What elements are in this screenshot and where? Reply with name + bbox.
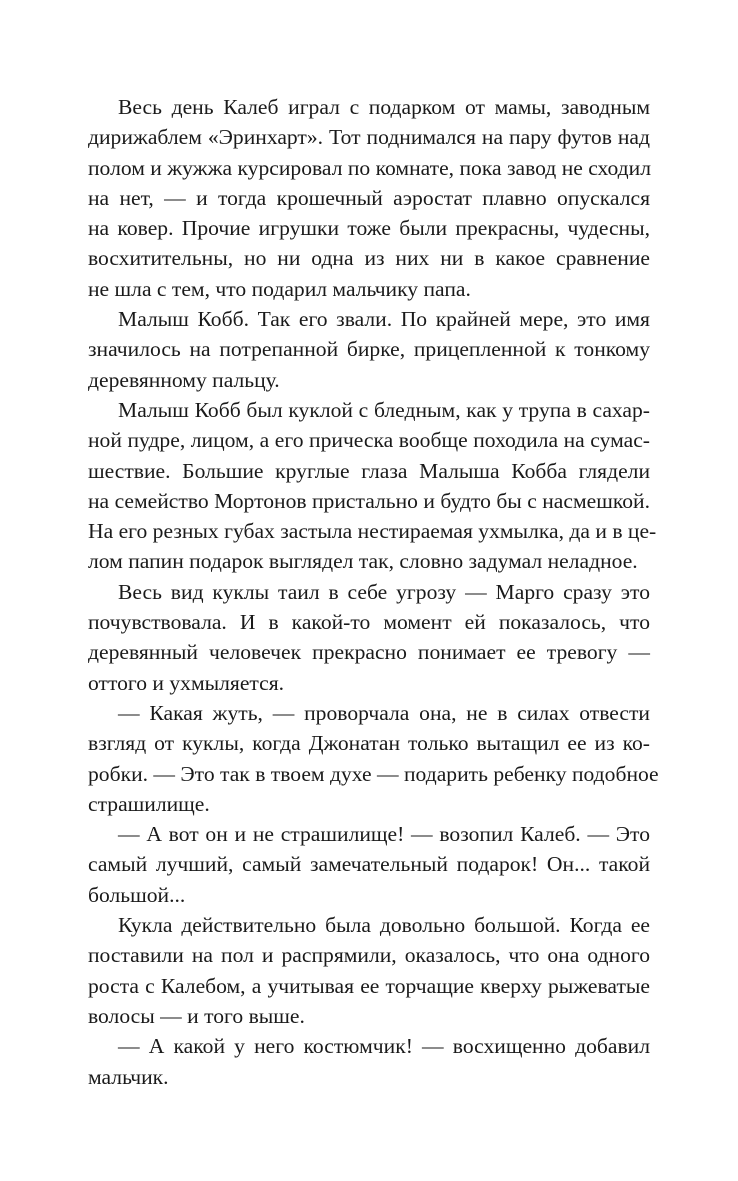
text-line: самый лучший, самый замечательный подарок! Он... такой xyxy=(88,852,650,877)
paragraph xyxy=(88,577,650,698)
text-line: На его резных губах застыла нестираемая ухмылка, да и в це- xyxy=(88,519,657,544)
text-line: на нет, — и тогда крошечный аэростат плавно опускался xyxy=(88,185,650,210)
text-line: полом и жужжа курсировал по комнате, пока завод не сходил xyxy=(88,155,651,180)
text-line: страшилище. xyxy=(88,791,210,816)
text-line: волосы — и того выше. xyxy=(88,1003,305,1028)
text-line: — Какая жуть, — проворчала она, не в силах отвести xyxy=(118,700,650,725)
paragraph xyxy=(88,395,657,577)
page-text xyxy=(88,92,659,1092)
text-line: не шла с тем, что подарил мальчику папа. xyxy=(88,276,471,301)
text-line: поставили на пол и распрямили, оказалось, что она одного xyxy=(88,943,650,968)
text-line: Малыш Кобб был куклой с бледным, как у трупа в сахар- xyxy=(118,397,650,422)
text-line: Малыш Кобб. Так его звали. По крайней мере, это имя xyxy=(118,307,650,332)
paragraph xyxy=(88,910,650,1031)
text-line: деревянному пальцу. xyxy=(88,367,280,392)
text-line: деревянный человечек прекрасно понимает ее тревогу — xyxy=(88,640,650,665)
text-line: почувствовала. И в какой-то момент ей показалось, что xyxy=(88,610,650,635)
text-line: на ковер. Прочие игрушки тоже были прекрасны, чудесны, xyxy=(88,216,650,241)
paragraph xyxy=(88,92,650,304)
text-line: Весь день Калеб играл с подарком от мамы, заводным xyxy=(118,95,650,119)
text-line: на семейство Мортонов пристально и будто бы с насмешкой. xyxy=(88,488,650,513)
text-line: дирижаблем «Эринхарт». Тот поднимался на пару футов над xyxy=(88,125,650,150)
text-line: лом папин подарок выглядел так, словно задумал неладное. xyxy=(88,549,638,574)
text-line: оттого и ухмыляется. xyxy=(88,670,285,695)
paragraph xyxy=(88,304,650,395)
text-line: Кукла действительно была довольно большой. Когда ее xyxy=(118,913,650,938)
text-line: — А какой у него костюмчик! — восхищенно добавил xyxy=(118,1034,650,1059)
text-line: роста с Калебом, а учитывая ее торчащие кверху рыжеватые xyxy=(88,973,650,998)
paragraph xyxy=(88,819,650,910)
text-line: — А вот он и не страшилище! — возопил Калеб. — Это xyxy=(118,822,650,847)
text-line: значилось на потрепанной бирке, прицепленной к тонкому xyxy=(88,337,650,362)
text-line: ной пудре, лицом, а его прическа вообще походила на сумас- xyxy=(88,428,650,453)
text-line: мальчик. xyxy=(88,1064,169,1089)
paragraph xyxy=(88,1031,650,1092)
text-line: взгляд от куклы, когда Джонатан только вытащил ее из ко- xyxy=(88,731,650,756)
text-line: шествие. Большие круглые глаза Малыша Кобба глядели xyxy=(88,458,650,483)
text-line: робки. — Это так в твоем духе — подарить ребенку подобное xyxy=(88,761,659,786)
text-line: восхитительны, но ни одна из них ни в какое сравнение xyxy=(88,246,650,271)
text-line: большой... xyxy=(88,882,186,907)
text-line: Весь вид куклы таил в себе угрозу — Марго сразу это xyxy=(118,579,650,604)
paragraph xyxy=(88,698,659,819)
